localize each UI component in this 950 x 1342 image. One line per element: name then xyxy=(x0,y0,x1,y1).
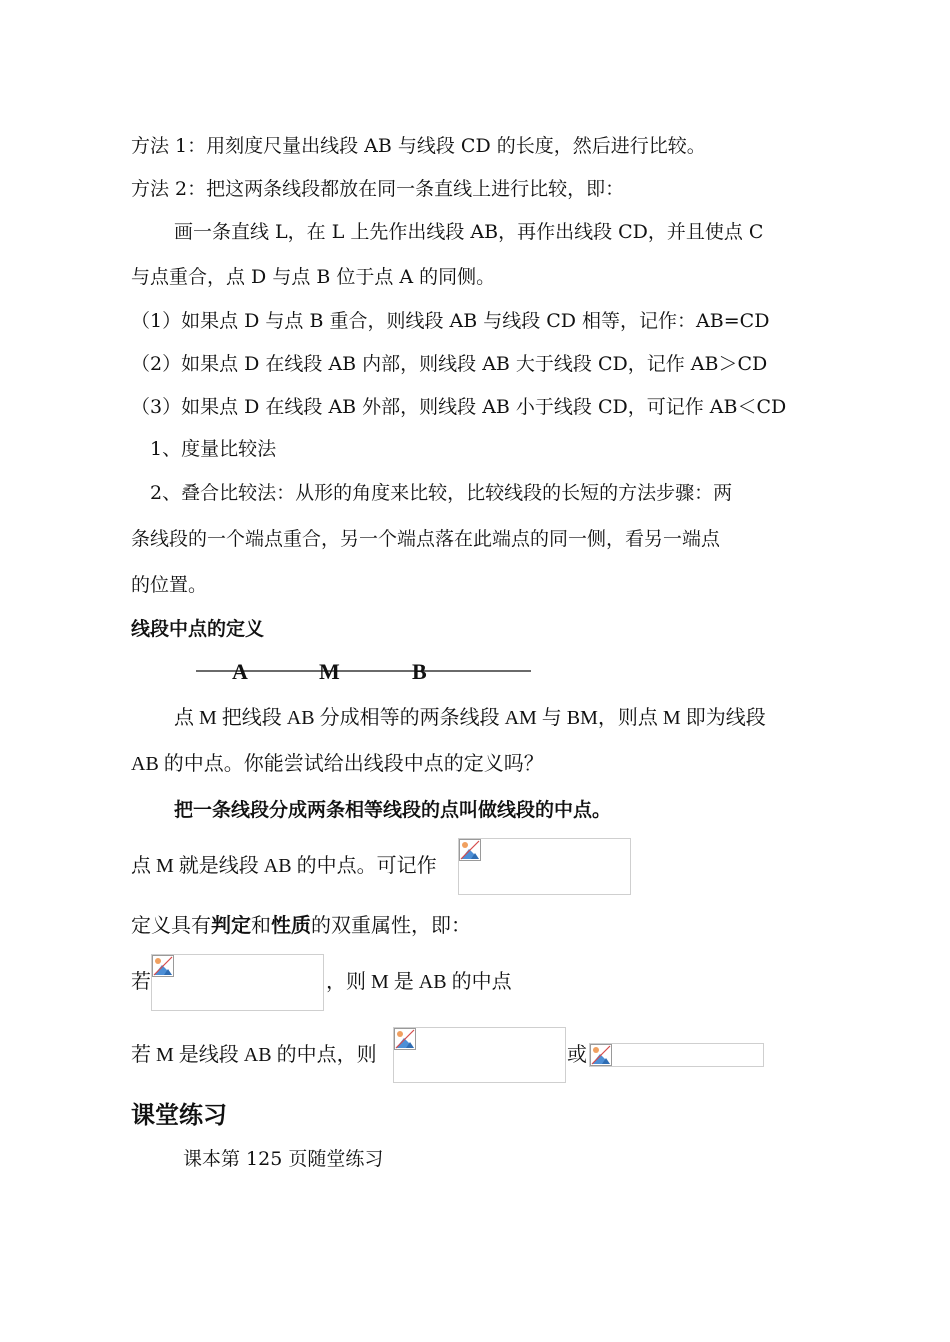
or-text: 或 xyxy=(567,1044,587,1066)
case2-text: （2）如果点 D 在线段 AB 内部，则线段 AB 大于线段 CD，记作 AB＞CD xyxy=(131,353,768,375)
property-nature: 性质 xyxy=(271,913,311,937)
formula-image-or xyxy=(589,1043,764,1067)
midpoint-text-2: AB 的中点。你能尝试给出线段中点的定义吗？ xyxy=(131,753,544,775)
label-b: B xyxy=(412,659,427,684)
formula-image-if xyxy=(151,954,324,1011)
method2-text: 方法 2：把这两条线段都放在同一条直线上进行比较，即： xyxy=(131,178,625,200)
broken-image-icon xyxy=(459,839,481,861)
notation-text: 点 M 就是线段 AB 的中点。可记作 xyxy=(131,855,437,877)
property-judgement: 判定 xyxy=(211,913,251,937)
draw-line-text-2: 与点重合，点 D 与点 B 位于点 A 的同侧。 xyxy=(131,266,496,288)
midpoint-text-1: 点 M 把线段 AB 分成相等的两条线段 AM 与 BM，则点 M 即为线段 xyxy=(174,707,766,729)
midpoint-heading: 线段中点的定义 xyxy=(131,618,265,640)
formula-image-then xyxy=(393,1027,566,1083)
broken-image-icon xyxy=(394,1028,416,1050)
item2-text-1: 2、叠合比较法：从形的角度来比较，比较线段的长短的方法步骤：两 xyxy=(150,482,733,504)
method1-text: 方法 1：用刻度尺量出线段 AB 与线段 CD 的长度，然后进行比较。 xyxy=(131,135,706,157)
if-suffix: ，则 M 是 AB 的中点 xyxy=(326,971,512,993)
item2-text-3: 的位置。 xyxy=(131,574,208,596)
practice-heading: 课堂练习 xyxy=(131,1101,227,1129)
case1-text: （1）如果点 D 与点 B 重合，则线段 AB 与线段 CD 相等，记作：AB=CD xyxy=(131,310,770,332)
item2-text-2: 条线段的一个端点重合，另一个端点落在此端点的同一侧，看另一端点 xyxy=(131,528,721,550)
then-prefix: 若 M 是线段 AB 的中点，则 xyxy=(131,1044,377,1066)
segment-diagram xyxy=(196,658,536,688)
broken-image-icon xyxy=(152,955,174,977)
formula-image-notation xyxy=(458,838,631,895)
if-prefix: 若 xyxy=(131,971,151,993)
property-prefix: 定义具有 xyxy=(131,915,211,937)
property-and: 和 xyxy=(251,915,271,937)
broken-image-icon xyxy=(590,1044,612,1066)
label-a: A xyxy=(232,659,248,684)
property-text xyxy=(131,913,471,938)
draw-line-text-1: 画一条直线 L，在 L 上先作出线段 AB，再作出线段 CD，并且使点 C xyxy=(174,221,764,243)
property-suffix: 的双重属性，即： xyxy=(311,915,471,937)
item1-text: 1、度量比较法 xyxy=(150,438,277,460)
midpoint-definition: 把一条线段分成两条相等线段的点叫做线段的中点。 xyxy=(174,799,612,821)
case3-text: （3）如果点 D 在线段 AB 外部，则线段 AB 小于线段 CD，可记作 AB＜CD xyxy=(131,396,787,418)
label-m: M xyxy=(319,659,340,684)
practice-text: 课本第 125 页随堂练习 xyxy=(183,1148,384,1170)
